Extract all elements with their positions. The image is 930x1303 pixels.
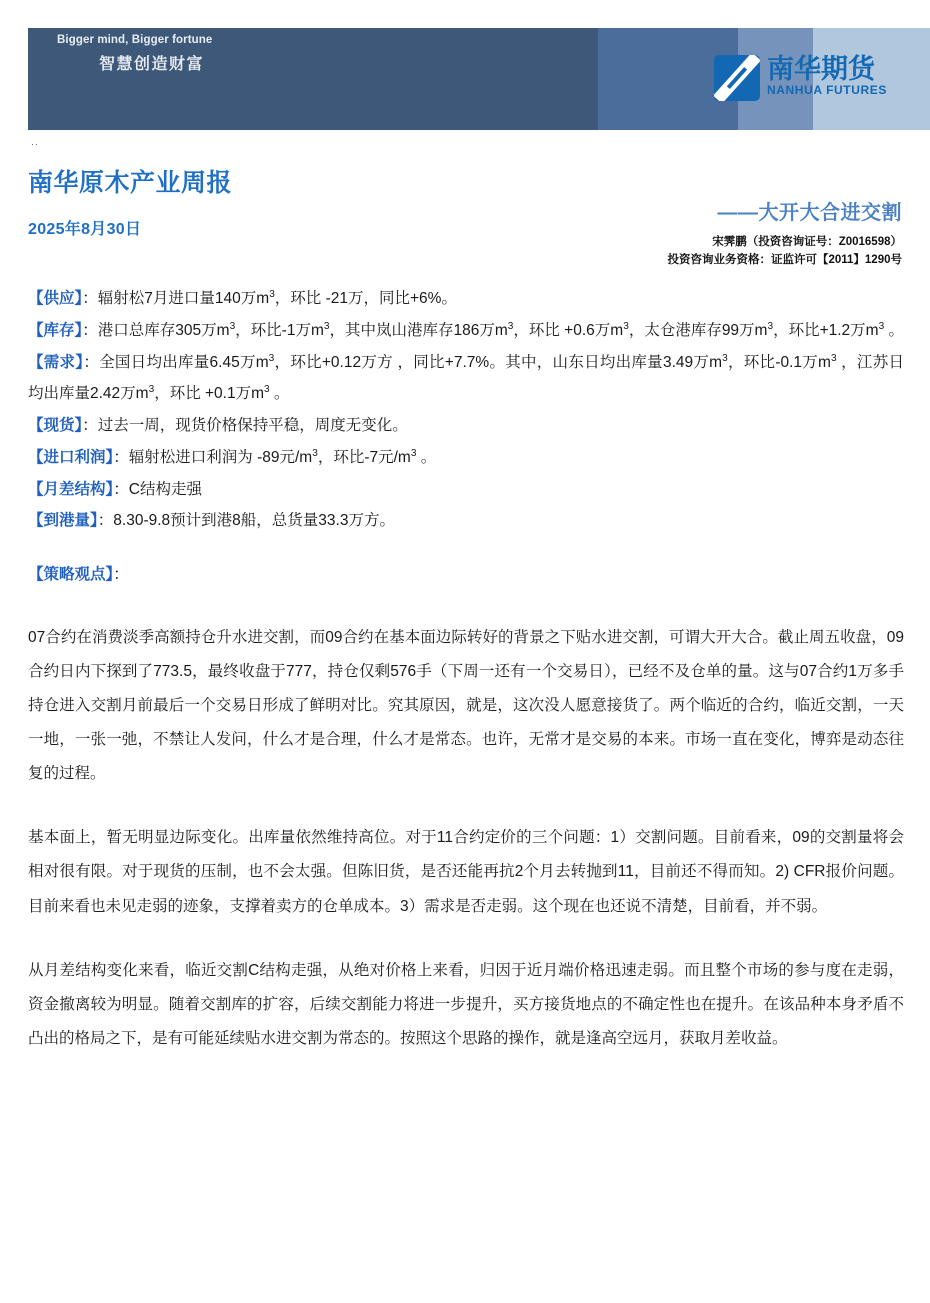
superscript: 3	[312, 447, 318, 459]
summary-sep: ：	[82, 290, 98, 307]
summary-text: 港口总库存305万m	[97, 321, 230, 339]
summary-text: ，太仓港库存99万m	[628, 321, 768, 339]
summary-text: 辐射松7月进口量140万m	[97, 290, 270, 307]
summary-text: ，环比+1.2万m	[773, 321, 879, 339]
summary-text: ，环比 -21万，同比+6%。	[274, 290, 457, 307]
superscript: 3	[268, 352, 275, 364]
summary-tag-spot: 【现货】	[28, 417, 83, 435]
summary-text: 。	[884, 321, 905, 339]
summary-text: 全国日均出库量6.45万m	[99, 353, 269, 371]
page-title: 南华原木产业周报	[28, 169, 233, 197]
superscript: 3	[148, 384, 155, 396]
superscript: 3	[269, 288, 275, 300]
summary-text: ，其中岚山港库存186万m	[329, 321, 508, 339]
summary-tag-supply: 【供应】	[28, 290, 83, 307]
strategy-paragraph: 基本面上，暂无明显边际变化。出库量依然维持高位。对于11合约定价的三个问题：1）交割问题。目前看来，09的交割量将会相对很有限。对于现货的压制，也不会太强。但陈旧货，是否还能再抗2个月去转抛到11，目前还不得而知。2) CFR报价问题。目前来看也未见走弱的迹象，支撑着卖方的仓单成本。3）需求是否走弱。这个现在也还说不清楚，目前看，并不弱。	[28, 829, 904, 915]
superscript: 3	[410, 447, 417, 459]
logo-name-english: NANHUA FUTURES	[767, 83, 887, 98]
superscript: 3	[323, 320, 330, 332]
superscript: 3	[264, 384, 270, 396]
summary-text: ，江苏日均出库量2.42万m	[28, 353, 904, 403]
summary-item-import-profit	[28, 442, 904, 474]
superscript: 3	[878, 320, 885, 332]
stray-mark: ··	[31, 139, 39, 149]
summary-tag-import-profit: 【进口利润】	[28, 448, 114, 466]
analyst-name-and-license: 宋霁鹏（投资咨询证号：Z0016598）	[712, 236, 902, 248]
summary-tag-spread-structure: 【月差结构】	[28, 480, 114, 498]
summary-text: ，环比 +0.6万m	[513, 321, 624, 339]
company-logo	[714, 55, 887, 103]
summary-text: ，环比+0.12万方 ，同比+7.7%。其中，山东日均出库量3.49万m	[274, 353, 723, 371]
firm-license: 投资咨询业务资格：证监许可【2011】1290号	[667, 253, 902, 266]
summary-text: C结构走强	[128, 480, 202, 498]
summary-tag-arrivals: 【到港量】	[28, 512, 98, 530]
slogan-english: Bigger mind, Bigger fortune	[57, 34, 213, 46]
summary-text: ，环比-1万m	[235, 321, 324, 339]
superscript: 3	[767, 320, 774, 332]
brand-slogan	[57, 33, 477, 74]
summary-text: 辐射松进口利润为 -89元/m	[128, 448, 313, 466]
summary-sep: ：	[113, 448, 129, 466]
summary-text: 8.30-9.8预计到港8船，总货量33.3万方。	[113, 512, 395, 530]
superscript: 3	[229, 320, 236, 332]
report-body	[28, 283, 904, 1056]
summary-sep: ：	[82, 417, 98, 435]
superscript: 3	[623, 320, 629, 332]
summary-sep: ：	[113, 480, 129, 498]
summary-item-supply	[28, 283, 904, 315]
summary-item-inventory	[28, 315, 904, 347]
slogan-chinese: 智慧创造财富	[99, 55, 205, 73]
summary-text: 。	[416, 448, 437, 466]
summary-text: ，环比-7元/m	[317, 448, 411, 466]
superscript: 3	[830, 352, 837, 364]
summary-tag-demand: 【需求】	[28, 353, 84, 371]
summary-sep: ：	[97, 512, 114, 530]
summary-text: 过去一周，现货价格保持平稳，周度无变化。	[97, 417, 408, 435]
strategy-tag: 【策略观点】	[28, 566, 114, 584]
summary-text: ，环比-0.1万m	[727, 353, 831, 371]
strategy-sep: ：	[113, 566, 129, 584]
superscript: 3	[507, 320, 514, 332]
summary-text: ，环比 +0.1万m	[154, 385, 265, 403]
summary-tag-inventory: 【库存】	[28, 321, 83, 339]
report-date: 2025年8月30日	[28, 221, 142, 238]
strategy-heading	[28, 559, 904, 591]
summary-sep: ：	[82, 321, 98, 339]
nanhua-logo-mark-icon	[714, 55, 760, 101]
page-subtitle: ——大开大合进交割	[717, 202, 902, 224]
logo-wordmark	[767, 55, 887, 96]
superscript: 3	[722, 352, 728, 364]
strategy-paragraph: 07合约在消费淡季高额持仓升水进交割，而09合约在基本面边际转好的背景之下贴水进交割，可谓大开大合。截止周五收盘，09合约日内下探到了773.5，最终收盘于777，持仓仅剩576手（下周一还有一个交易日），已经不及仓单的量。这与07合约1万多手持仓进入交割月前最后一个交易日形成了鲜明对比。究其原因，就是，这次没人愿意接货了。两个临近的合约，临近交割，一天一地，一张一弛，不禁让人发问，什么才是合理，什么才是常态。也许，无常才是交易的本来。市场一直在变化，博弈是动态往复的过程。	[28, 628, 904, 783]
summary-item-arrivals	[28, 505, 904, 537]
strategy-paragraph: 从月差结构变化来看，临近交割C结构走强，从绝对价格上来看，归因于近月端价格迅速走弱。而且整个市场的参与度在走弱，资金撤离较为明显。随着交割库的扩容，后续交割能力将进一步提升，买方接货地点的不确定性也在提升。在该品种本身矛盾不凸出的格局之下，是有可能延续贴水进交割为常态的。按照这个思路的操作，就是逢高空远月，获取月差收益。	[28, 961, 904, 1047]
summary-item-demand	[28, 347, 904, 411]
logo-name-chinese: 南华期货	[767, 54, 875, 84]
summary-item-spread-structure	[28, 474, 904, 506]
summary-sep: ：	[83, 353, 100, 371]
summary-text: 。	[269, 385, 290, 403]
summary-item-spot	[28, 410, 904, 442]
analyst-credentials	[667, 234, 902, 270]
